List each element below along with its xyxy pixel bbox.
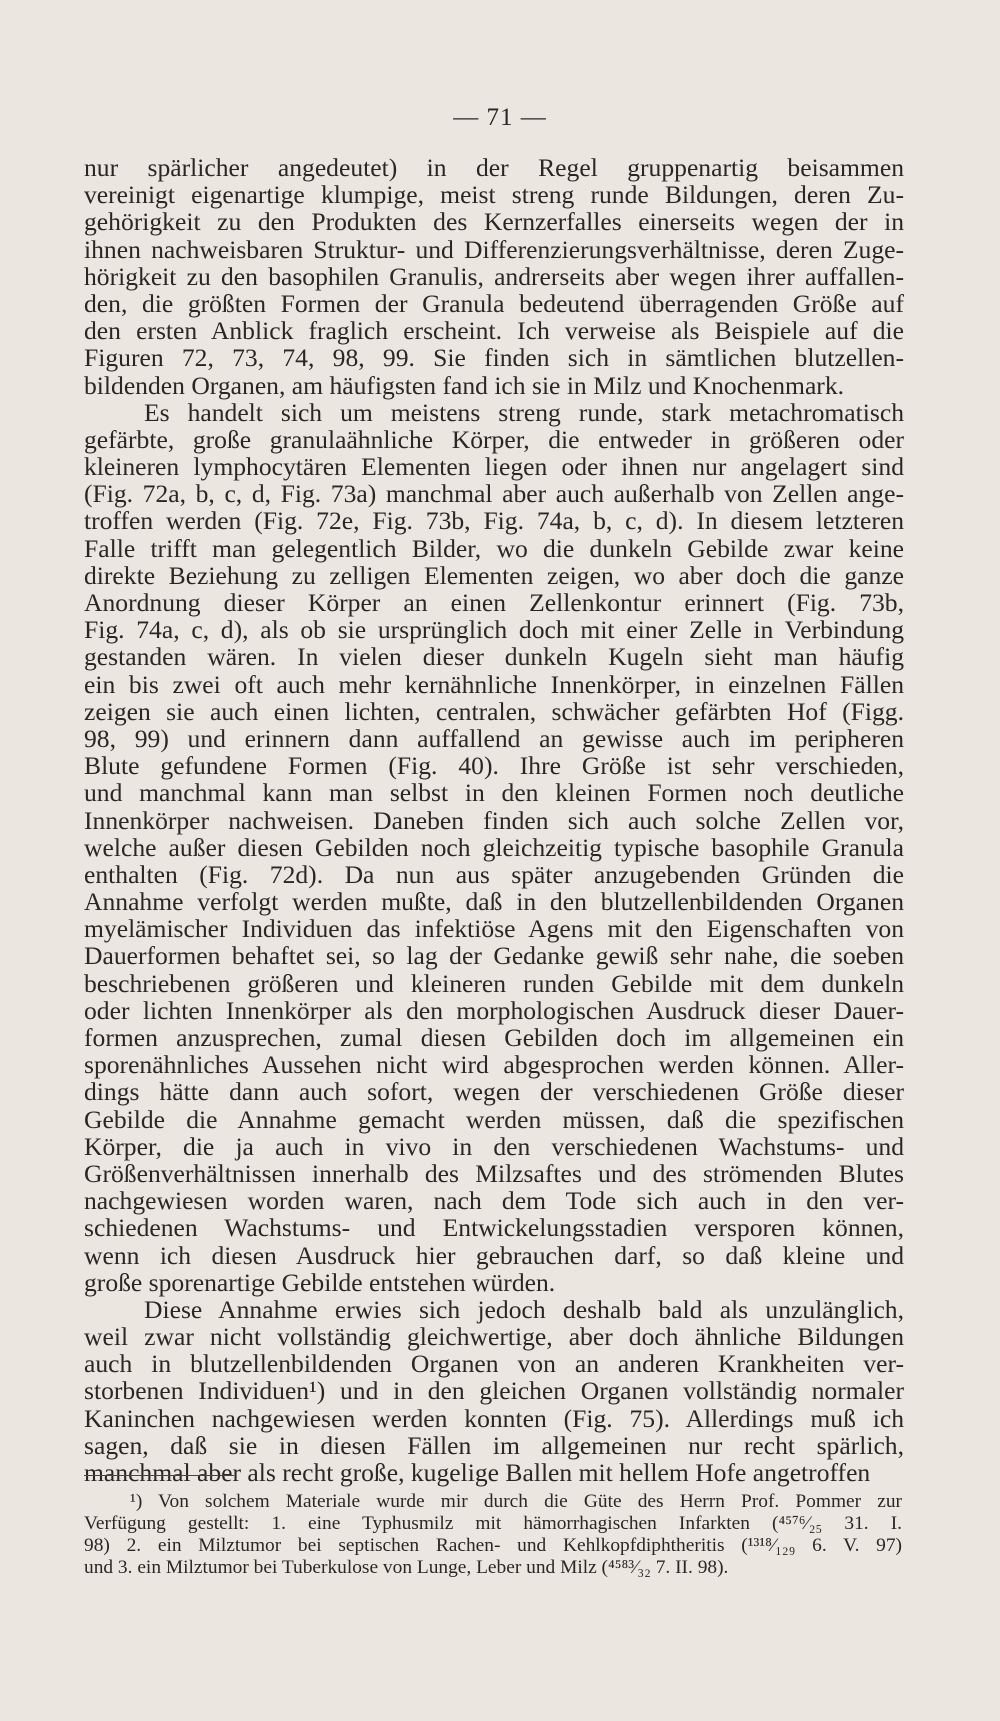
text-line: direkte Beziehung zu zelligen Elementen zeigen, wo aber doch die ganze <box>84 560 904 590</box>
text-line: Falle trifft man gelegentlich Bilder, wo die dunkeln Gebilde zwar keine <box>84 533 904 563</box>
text-line: manchmal aber als recht große, kugelige Ballen mit hellem Hofe angetroffen <box>84 1458 871 1487</box>
text-line: ein bis zwei oft auch mehr kernähnliche Innenkörper, in einzelnen Fällen <box>84 669 904 699</box>
text-line: gestanden wären. In vielen dieser dunkeln Kugeln sieht man häufig <box>84 642 904 672</box>
text-line: vereinigt eigenartige klumpige, meist streng runde Bildungen, deren Zu- <box>84 180 904 210</box>
text-line: beschriebenen größeren und kleineren runden Gebilde mit dem dunkeln <box>84 968 904 998</box>
text-line: den ersten Anblick fraglich erscheint. Ich verweise als Beispiele auf die <box>84 316 904 346</box>
text-line: Es handelt sich um meistens streng runde, stark metachromatisch <box>144 397 904 427</box>
text-line: Annahme verfolgt werden mußte, daß in den blutzellenbildenden Organen <box>84 887 904 917</box>
footnote-rule <box>84 1475 234 1476</box>
footnote-line: und 3. ein Milztumor bei Tuberkulose von Lunge, Leber und Milz (⁴⁵⁸³⁄₃₂ 7. II. 98). <box>84 1557 729 1578</box>
text-line: kleineren lymphocytären Elementen liegen oder ihnen nur angelagert sind <box>84 452 904 482</box>
text-line: myelämischer Individuen das infektiöse Agens mit den Eigenschaften von <box>84 914 904 944</box>
text-line: troffen werden (Fig. 72e, Fig. 73b, Fig. 74a, b, c, d). In diesem letzteren <box>84 506 904 536</box>
footnote-text: Von solchem Materiale wurde mir durch die Güte des Herrn Prof. Pommer zur <box>158 1491 902 1512</box>
text-line: sporenähnliches Aussehen nicht wird abgesprochen werden können. Aller- <box>84 1050 904 1080</box>
text-line: zeigen sie auch einen lichten, centralen, schwächer gefärbten Hof (Figg. <box>84 696 904 726</box>
text-line: Innenkörper nachweisen. Daneben finden sich auch solche Zellen vor, <box>84 805 904 835</box>
text-line: große sporenartige Gebilde entstehen würden. <box>84 1267 556 1297</box>
text-line: den, die größten Formen der Granula bedeutend überragenden Größe auf <box>84 288 904 318</box>
text-line: hörigkeit zu den basophilen Granulis, andrerseits aber wegen ihrer auffallen- <box>84 261 904 291</box>
text-line: weil zwar nicht vollständig gleichwertige, aber doch ähnliche Bildungen <box>84 1322 904 1352</box>
text-line: formen anzusprechen, zumal diesen Gebilden doch im allgemeinen ein <box>84 1023 904 1052</box>
footnote-line <box>84 1491 902 1513</box>
footnote-marker: ¹) <box>130 1491 159 1512</box>
text-line: Diese Annahme erwies sich jedoch deshalb bald als unzulänglich, <box>144 1294 904 1324</box>
text-line: sagen, daß sie in diesen Fällen im allgemeinen nur recht spärlich, <box>84 1430 904 1460</box>
text-line: dings hätte dann auch sofort, wegen der verschiedenen Größe dieser <box>84 1077 904 1107</box>
text-line: Körper, die ja auch in vivo in den verschiedenen Wachstums- und <box>84 1131 904 1161</box>
text-line: Figuren 72, 73, 74, 98, 99. Sie finden sich in sämtlichen blutzellen- <box>84 343 904 373</box>
text-line: (Fig. 72a, b, c, d, Fig. 73a) manchmal aber auch außerhalb von Zellen ange- <box>84 479 904 509</box>
text-line: Kaninchen nachgewiesen werden konnten (Fig. 75). Allerdings muß ich <box>84 1403 904 1433</box>
text-line: welche außer diesen Gebilden noch gleichzeitig typische basophile Granula <box>84 832 904 862</box>
page-number: — 71 — <box>453 104 547 131</box>
text-line: nachgewiesen worden waren, nach dem Tode sich auch in den ver- <box>84 1186 904 1216</box>
text-line: schiedenen Wachstums- und Entwickelungsstadien versporen können, <box>84 1213 904 1243</box>
text-line: Fig. 74a, c, d), als ob sie ursprünglich doch mit einer Zelle in Verbindung <box>84 615 904 645</box>
text-line: ihnen nachweisbaren Struktur- und Differenzierungsverhältnisse, deren Zuge- <box>84 234 904 264</box>
text-line: wenn ich diesen Ausdruck hier gebrauchen darf, so daß kleine und <box>84 1240 904 1270</box>
text-line: Gebilde die Annahme gemacht werden müssen, daß die spezifischen <box>84 1104 904 1134</box>
text-line: bildenden Organen, am häufigsten fand ich sie in Milz und Knochenmark. <box>84 370 845 400</box>
text-line: gehörigkeit zu den Produkten des Kernzerfalles einerseits wegen der in <box>84 207 904 237</box>
text-line: enthalten (Fig. 72d). Da nun aus später anzugebenden Gründen die <box>84 859 904 889</box>
footnote-line: 98) 2. ein Milztumor bei septischen Rachen- und Kehlkopfdiphtheritis (¹³¹⁸⁄₁₂₉ 6. V. 97) <box>84 1535 902 1556</box>
text-line: Größenverhältnissen innerhalb des Milzsaftes und des strömenden Blutes <box>84 1158 904 1188</box>
text-line: auch in blutzellenbildenden Organen von an anderen Krankheiten ver- <box>84 1349 904 1379</box>
body-text <box>84 154 904 1486</box>
footnote <box>84 1491 902 1579</box>
text-line: oder lichten Innenkörper als den morphologischen Ausdruck dieser Dauer- <box>84 995 904 1025</box>
text-line: Blute gefundene Formen (Fig. 40). Ihre Größe ist sehr verschieden, <box>84 751 904 781</box>
footnote-line: Verfügung gestellt: 1. eine Typhusmilz mit hämorrhagischen Infarkten (⁴⁵⁷⁶⁄₂₅ 31. I. <box>84 1513 902 1534</box>
text-line: nur spärlicher angedeutet) in der Regel gruppenartig beisammen <box>84 153 904 182</box>
text-line: gefärbte, große granulaähnliche Körper, die entweder in größeren oder <box>84 424 904 454</box>
text-line: storbenen Individuen¹) und in den gleichen Organen vollständig normaler <box>84 1376 904 1406</box>
text-line: und manchmal kann man selbst in den kleinen Formen noch deutliche <box>84 778 904 808</box>
text-line: Anordnung dieser Körper an einen Zellenkontur erinnert (Fig. 73b, <box>84 588 904 617</box>
text-line: Dauerformen behaftet sei, so lag der Gedanke gewiß sehr nahe, die soeben <box>84 941 904 971</box>
text-line: 98, 99) und erinnern dann auffallend an gewisse auch im peripheren <box>84 723 904 753</box>
